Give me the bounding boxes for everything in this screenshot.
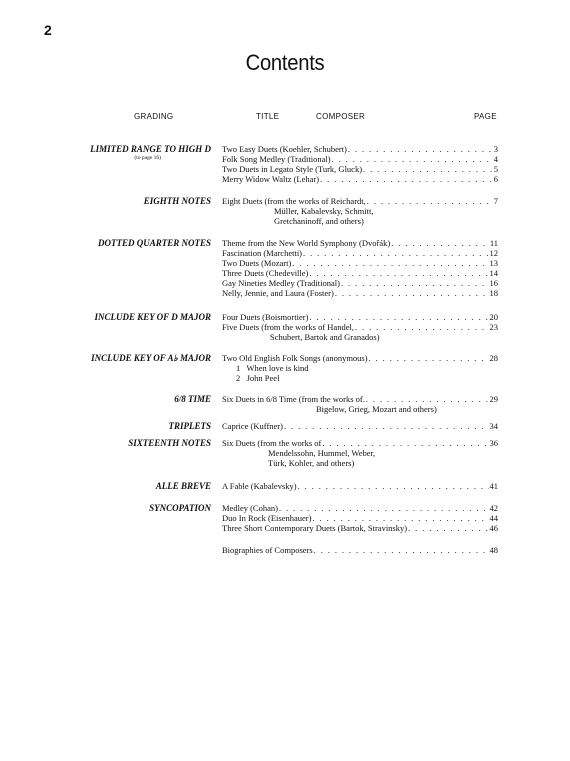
grade-sublabel: (to page 16) [134, 155, 161, 161]
entry-title: Two Old English Folk Songs (anonymous) [222, 353, 368, 363]
toc-entry [222, 154, 498, 164]
entry-title: Two Duets in Legato Style (Turk, Gluck) [222, 164, 363, 174]
entry-page: 46 [489, 523, 498, 533]
grade-label: LIMITED RANGE TO HIGH D [90, 144, 211, 154]
toc-entry [222, 238, 498, 248]
entry-continuation: Bigelow, Grieg, Mozart and others) [316, 404, 437, 414]
entry-page: 3 [493, 144, 498, 154]
toc-entry [222, 394, 498, 404]
entry-continuation: Gretchaninoff, and others) [274, 216, 364, 226]
toc-entry [222, 438, 498, 448]
entry-title: A Fable (Kabalevsky) [222, 481, 297, 491]
entry-continuation: Türk, Kohler, and others) [268, 458, 355, 468]
entry-continuation: Mendelssohn, Hummel, Weber, [268, 448, 376, 458]
grade-label: SIXTEENTH NOTES [128, 438, 211, 448]
toc-entry [222, 258, 498, 268]
grade-label: ALLE BREVE [155, 481, 211, 491]
entry-page: 23 [489, 322, 498, 332]
entry-page: 42 [489, 503, 498, 513]
header-title: TITLE [256, 112, 280, 121]
page-title: Contents [245, 50, 325, 75]
toc-entry [222, 288, 498, 298]
toc-entry [222, 322, 498, 332]
toc-entry [222, 523, 498, 533]
entry-page: 34 [489, 421, 498, 431]
header-page: PAGE [474, 112, 497, 121]
toc-entry [222, 248, 498, 258]
entry-title: Three Duets (Chedeville) [222, 268, 309, 278]
entry-title: Duo In Rock (Eisenhauer) [222, 513, 312, 523]
entry-page: 29 [489, 394, 498, 404]
grade-label: INCLUDE KEY OF A♭ MAJOR [91, 353, 211, 363]
entry-page: 4 [493, 154, 498, 164]
entry-title: Theme from the New World Symphony (Dvořák) [222, 238, 391, 248]
entry-page: 44 [489, 513, 498, 523]
entry-page: 28 [489, 353, 498, 363]
entry-page: 13 [489, 258, 498, 268]
grade-label: SYNCOPATION [149, 503, 211, 513]
entry-title: Medley (Cohan) [222, 503, 278, 513]
toc-entry [222, 481, 498, 491]
entry-title: Six Duets (from the works of [222, 438, 322, 448]
entry-continuation: Schubert, Bartok and Granados) [270, 332, 380, 342]
toc-entry [222, 268, 498, 278]
entry-page: 20 [489, 312, 498, 322]
entry-title: Gay Nineties Medley (Traditional) [222, 278, 340, 288]
entry-title: Nelly, Jennie, and Laura (Foster) [222, 288, 334, 298]
grade-label: EIGHTH NOTES [143, 196, 211, 206]
toc-entry [222, 353, 498, 363]
header-grading: GRADING [134, 112, 174, 121]
toc-entry [222, 421, 498, 431]
entry-title: Biographies of Composers [222, 545, 313, 555]
entry-page: 7 [493, 196, 498, 206]
entry-title: Two Easy Duets (Koehler, Schubert) [222, 144, 347, 154]
entry-continuation: Müller, Kabalevsky, Schmitt, [274, 206, 374, 216]
entry-title: Three Short Contemporary Duets (Bartok, Stravinsky) [222, 523, 408, 533]
toc-entry [222, 144, 498, 154]
entry-page: 5 [493, 164, 498, 174]
entry-title: Two Duets (Mozart) [222, 258, 292, 268]
entry-page: 16 [489, 278, 498, 288]
entry-title: Five Duets (from the works of Handel, [222, 322, 354, 332]
entry-page: 41 [489, 481, 498, 491]
entry-page: 6 [493, 174, 498, 184]
grade-label: TRIPLETS [168, 421, 211, 431]
toc-entry [222, 312, 498, 322]
entry-page: 48 [489, 545, 498, 555]
entry-title: Merry Widow Waltz (Lehar) [222, 174, 320, 184]
entry-title: Four Duets (Boismortier) [222, 312, 309, 322]
page-number: 2 [44, 22, 52, 38]
entry-page: 12 [489, 248, 498, 258]
toc-entry [222, 174, 498, 184]
entry-title: Eight Duets (from the works of Reichardt, [222, 196, 366, 206]
entry-title: Caprice (Kuffner) [222, 421, 283, 431]
entry-page: 18 [489, 288, 498, 298]
grade-label: DOTTED QUARTER NOTES [97, 238, 211, 248]
toc-entry [222, 278, 498, 288]
entry-page: 36 [489, 438, 498, 448]
entry-title: Six Duets in 6/8 Time (from the works of. [222, 394, 365, 404]
entry-title: Folk Song Medley (Traditional) [222, 154, 331, 164]
entry-continuation: 1 When love is kind [236, 363, 309, 373]
toc-entry [222, 503, 498, 513]
entry-page: 11 [489, 238, 498, 248]
toc-entry [222, 164, 498, 174]
header-composer: COMPOSER [316, 112, 366, 121]
toc-entry [222, 545, 498, 555]
toc-entry [222, 196, 498, 206]
toc-entry [222, 513, 498, 523]
entry-title: Fascination (Marchetti) [222, 248, 303, 258]
grade-label: INCLUDE KEY OF D MAJOR [94, 312, 211, 322]
entry-page: 14 [489, 268, 498, 278]
grade-label: 6/8 TIME [174, 394, 211, 404]
entry-continuation: 2 John Peel [236, 373, 280, 383]
